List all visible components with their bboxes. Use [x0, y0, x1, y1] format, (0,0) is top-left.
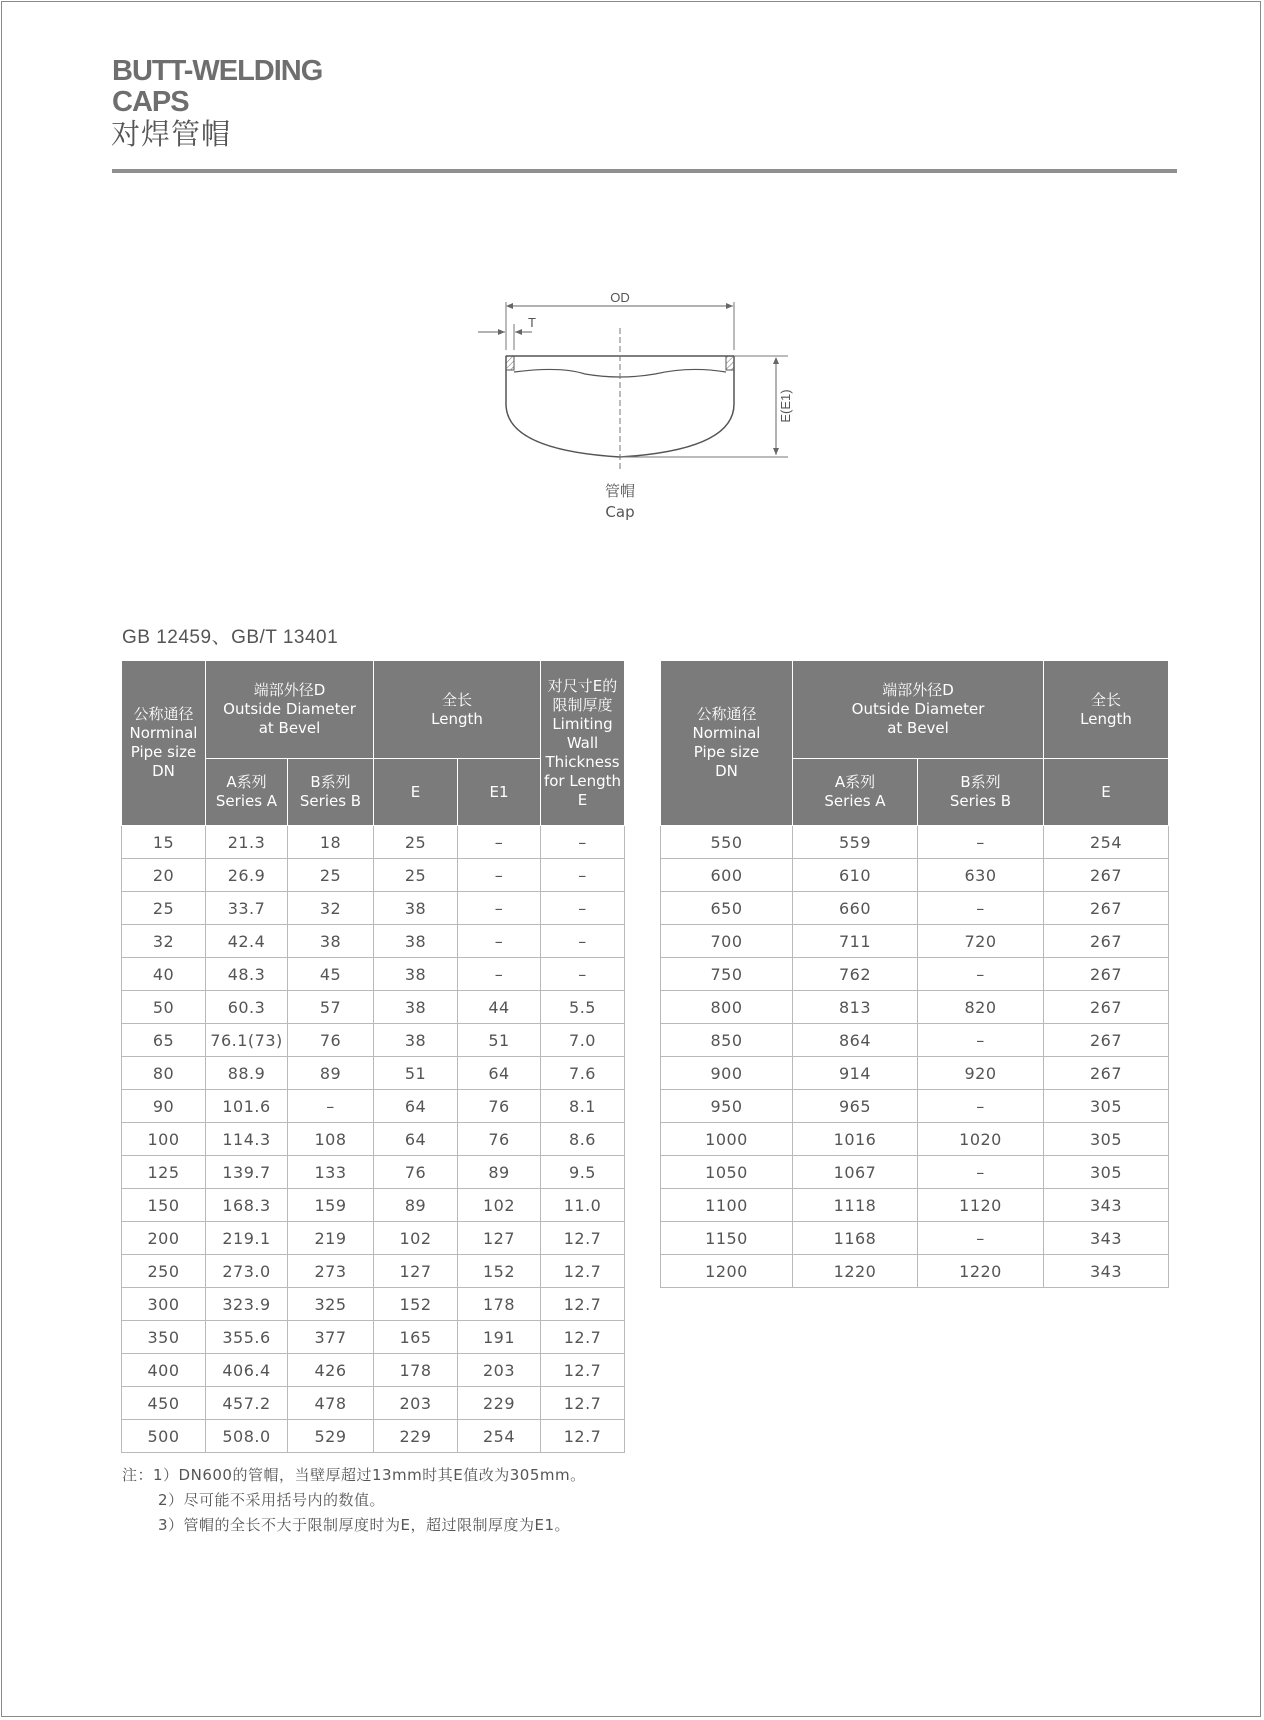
table-cell: 630: [918, 859, 1044, 892]
dimensions-table-small: [121, 660, 625, 1453]
table-cell: 50: [122, 991, 206, 1024]
dimensions-table-large: [660, 660, 1169, 1288]
table-cell: 529: [288, 1420, 374, 1453]
table-cell: 850: [661, 1024, 793, 1057]
cap-label-zh: 管帽: [604, 482, 636, 500]
table-cell: 1120: [918, 1189, 1044, 1222]
table-cell: 76: [458, 1123, 541, 1156]
table-cell: 1200: [661, 1255, 793, 1288]
table-cell: 377: [288, 1321, 374, 1354]
table-cell: 64: [458, 1057, 541, 1090]
title-divider: [112, 169, 1177, 173]
table-row: [661, 925, 1169, 958]
table-cell: 1016: [793, 1123, 918, 1156]
table-cell: 323.9: [206, 1288, 288, 1321]
table-cell: 203: [374, 1387, 458, 1420]
table-row: [661, 1189, 1169, 1222]
table-cell: –: [541, 958, 625, 991]
table-cell: 102: [374, 1222, 458, 1255]
table-row: [122, 1288, 625, 1321]
table-cell: –: [288, 1090, 374, 1123]
table-row: [661, 1090, 1169, 1123]
table-cell: 254: [458, 1420, 541, 1453]
table-cell: 133: [288, 1156, 374, 1189]
table-cell: 33.7: [206, 892, 288, 925]
table-cell: 12.7: [541, 1255, 625, 1288]
table-cell: 200: [122, 1222, 206, 1255]
table-cell: 650: [661, 892, 793, 925]
header-nominal-size: 公称通径 Norminal Pipe size DN: [661, 661, 793, 826]
table-cell: 101.6: [206, 1090, 288, 1123]
table-cell: –: [458, 859, 541, 892]
table-row: [661, 826, 1169, 859]
table-cell: 300: [122, 1288, 206, 1321]
table-cell: 76: [374, 1156, 458, 1189]
table-cell: 25: [122, 892, 206, 925]
table-row: [122, 991, 625, 1024]
table-cell: 800: [661, 991, 793, 1024]
title-line-1: BUTT-WELDING: [112, 55, 323, 87]
table-cell: –: [918, 892, 1044, 925]
table-cell: –: [458, 892, 541, 925]
table-row: [122, 1090, 625, 1123]
table-row: [122, 1387, 625, 1420]
table-cell: 7.0: [541, 1024, 625, 1057]
table-cell: –: [918, 1024, 1044, 1057]
table-cell: 89: [458, 1156, 541, 1189]
note-1: 注：1）DN600的管帽，当壁厚超过13mm时其E值改为305mm。: [122, 1466, 586, 1484]
od-label: OD: [610, 290, 630, 305]
table-cell: 26.9: [206, 859, 288, 892]
table-cell: 25: [374, 826, 458, 859]
cap-drawing: [470, 280, 810, 540]
table-cell: 660: [793, 892, 918, 925]
table-cell: 267: [1044, 991, 1169, 1024]
table-cell: 508.0: [206, 1420, 288, 1453]
table-cell: 76.1(73): [206, 1024, 288, 1057]
table-cell: –: [541, 892, 625, 925]
table-cell: 1168: [793, 1222, 918, 1255]
table-cell: 51: [374, 1057, 458, 1090]
table-row: [122, 925, 625, 958]
table-row: [661, 1024, 1169, 1057]
table-cell: 478: [288, 1387, 374, 1420]
table-cell: 457.2: [206, 1387, 288, 1420]
header-e: E: [374, 759, 458, 826]
header-length: 全长 Length: [374, 661, 541, 759]
table-cell: –: [918, 958, 1044, 991]
table-cell: 355.6: [206, 1321, 288, 1354]
table-cell: 813: [793, 991, 918, 1024]
table-cell: 1100: [661, 1189, 793, 1222]
table-cell: 152: [374, 1288, 458, 1321]
table-cell: 229: [458, 1387, 541, 1420]
table-cell: 1118: [793, 1189, 918, 1222]
table-cell: 38: [374, 1024, 458, 1057]
table-cell: 48.3: [206, 958, 288, 991]
table-cell: 12.7: [541, 1288, 625, 1321]
header-series-a: A系列 Series A: [793, 759, 918, 826]
table-row: [661, 859, 1169, 892]
table-cell: 51: [458, 1024, 541, 1057]
table-row: [661, 1222, 1169, 1255]
table-cell: 65: [122, 1024, 206, 1057]
table-cell: 1067: [793, 1156, 918, 1189]
table-cell: 25: [288, 859, 374, 892]
table-cell: 7.6: [541, 1057, 625, 1090]
table-cell: 125: [122, 1156, 206, 1189]
table-row: [122, 1156, 625, 1189]
table-cell: 1220: [793, 1255, 918, 1288]
table-cell: 38: [374, 892, 458, 925]
table-row: [122, 1123, 625, 1156]
table-cell: 1000: [661, 1123, 793, 1156]
table-row: [122, 1420, 625, 1453]
table-cell: 64: [374, 1090, 458, 1123]
table-cell: 273: [288, 1255, 374, 1288]
header-length: 全长 Length: [1044, 661, 1169, 759]
table-row: [122, 1024, 625, 1057]
table-cell: 21.3: [206, 826, 288, 859]
table-cell: 600: [661, 859, 793, 892]
e-label: E(E1): [778, 389, 793, 423]
table-cell: 191: [458, 1321, 541, 1354]
table-cell: 76: [458, 1090, 541, 1123]
header-limiting-thickness: 对尺寸E的 限制厚度 Limiting Wall Thickness for Length E: [541, 661, 625, 826]
table-cell: 168.3: [206, 1189, 288, 1222]
table-cell: 114.3: [206, 1123, 288, 1156]
table-cell: 267: [1044, 1024, 1169, 1057]
table-cell: 267: [1044, 892, 1169, 925]
table-cell: 40: [122, 958, 206, 991]
footnotes: [122, 1463, 586, 1538]
table-row: [661, 1255, 1169, 1288]
table-cell: 305: [1044, 1090, 1169, 1123]
table-cell: 45: [288, 958, 374, 991]
table-cell: 219: [288, 1222, 374, 1255]
table-cell: 550: [661, 826, 793, 859]
table-row: [661, 1123, 1169, 1156]
header-outside-diameter: 端部外径D Outside Diameter at Bevel: [793, 661, 1044, 759]
table-row: [122, 1057, 625, 1090]
table-row: [661, 892, 1169, 925]
table-cell: –: [918, 1222, 1044, 1255]
note-3: 3）管帽的全长不大于限制厚度时为E，超过限制厚度为E1。: [158, 1516, 571, 1534]
table-cell: 90: [122, 1090, 206, 1123]
table-cell: –: [918, 1156, 1044, 1189]
table-row: [122, 1255, 625, 1288]
table-cell: 89: [288, 1057, 374, 1090]
header-outside-diameter: 端部外径D Outside Diameter at Bevel: [206, 661, 374, 759]
table-cell: 12.7: [541, 1354, 625, 1387]
table-cell: –: [918, 826, 1044, 859]
table-cell: 750: [661, 958, 793, 991]
table-cell: 80: [122, 1057, 206, 1090]
table-cell: 343: [1044, 1222, 1169, 1255]
table-cell: –: [541, 859, 625, 892]
page-title: [112, 56, 322, 118]
table-cell: 165: [374, 1321, 458, 1354]
header-e: E: [1044, 759, 1169, 826]
table-cell: 11.0: [541, 1189, 625, 1222]
table-cell: 108: [288, 1123, 374, 1156]
table-cell: 150: [122, 1189, 206, 1222]
table-cell: 406.4: [206, 1354, 288, 1387]
table-cell: 60.3: [206, 991, 288, 1024]
table-row: [122, 892, 625, 925]
table-cell: 267: [1044, 1057, 1169, 1090]
table-cell: 38: [374, 991, 458, 1024]
table-cell: 450: [122, 1387, 206, 1420]
table-cell: 267: [1044, 958, 1169, 991]
table-cell: 89: [374, 1189, 458, 1222]
table-row: [661, 1057, 1169, 1090]
table-cell: 950: [661, 1090, 793, 1123]
table-cell: 1020: [918, 1123, 1044, 1156]
table-body-large: [661, 826, 1169, 1288]
note-2: 2）尽可能不采用括号内的数值。: [158, 1491, 386, 1509]
table-row: [661, 958, 1169, 991]
table-row: [122, 1222, 625, 1255]
table-row: [661, 991, 1169, 1024]
table-row: [122, 1354, 625, 1387]
table-cell: 720: [918, 925, 1044, 958]
table-cell: 762: [793, 958, 918, 991]
table-cell: 250: [122, 1255, 206, 1288]
table-row: [122, 826, 625, 859]
table-cell: 8.6: [541, 1123, 625, 1156]
header-series-b: B系列 Series B: [918, 759, 1044, 826]
table-cell: –: [458, 826, 541, 859]
table-cell: 559: [793, 826, 918, 859]
table-cell: 920: [918, 1057, 1044, 1090]
cap-label-en: Cap: [605, 503, 635, 521]
table-cell: 44: [458, 991, 541, 1024]
table-body-small: [122, 826, 625, 1453]
table-cell: 343: [1044, 1255, 1169, 1288]
table-cell: 152: [458, 1255, 541, 1288]
table-cell: 12.7: [541, 1222, 625, 1255]
standard-reference: GB 12459、GB/T 13401: [122, 627, 339, 648]
table-cell: 5.5: [541, 991, 625, 1024]
table-cell: 139.7: [206, 1156, 288, 1189]
table-cell: –: [541, 925, 625, 958]
table-cell: 219.1: [206, 1222, 288, 1255]
table-cell: 38: [374, 925, 458, 958]
table-cell: –: [541, 826, 625, 859]
table-cell: 12.7: [541, 1321, 625, 1354]
table-cell: 900: [661, 1057, 793, 1090]
t-label: T: [528, 315, 536, 330]
table-cell: 127: [374, 1255, 458, 1288]
table-cell: 178: [458, 1288, 541, 1321]
table-cell: 343: [1044, 1189, 1169, 1222]
title-line-2: CAPS: [112, 86, 189, 118]
bevel-hatch-left: [506, 356, 514, 370]
table-cell: 914: [793, 1057, 918, 1090]
table-cell: 8.1: [541, 1090, 625, 1123]
table-cell: 88.9: [206, 1057, 288, 1090]
table-cell: 12.7: [541, 1387, 625, 1420]
table-cell: 18: [288, 826, 374, 859]
table-cell: 32: [122, 925, 206, 958]
table-cell: 76: [288, 1024, 374, 1057]
table-cell: 965: [793, 1090, 918, 1123]
table-cell: 267: [1044, 925, 1169, 958]
table-cell: –: [458, 925, 541, 958]
table-cell: –: [458, 958, 541, 991]
header-series-b: B系列 Series B: [288, 759, 374, 826]
table-cell: 42.4: [206, 925, 288, 958]
table-cell: 159: [288, 1189, 374, 1222]
table-cell: 178: [374, 1354, 458, 1387]
table-cell: 305: [1044, 1123, 1169, 1156]
table-cell: 64: [374, 1123, 458, 1156]
table-cell: 864: [793, 1024, 918, 1057]
table-cell: 229: [374, 1420, 458, 1453]
table-cell: 1220: [918, 1255, 1044, 1288]
header-nominal-size: 公称通径 Norminal Pipe size DN: [122, 661, 206, 826]
table-cell: 305: [1044, 1156, 1169, 1189]
table-cell: 820: [918, 991, 1044, 1024]
header-series-a: A系列 Series A: [206, 759, 288, 826]
table-cell: 57: [288, 991, 374, 1024]
table-cell: 273.0: [206, 1255, 288, 1288]
page-title-chinese: 对焊管帽: [111, 117, 232, 151]
table-cell: 15: [122, 826, 206, 859]
table-cell: 9.5: [541, 1156, 625, 1189]
header-e1: E1: [458, 759, 541, 826]
table-cell: 38: [288, 925, 374, 958]
bevel-hatch-right: [726, 356, 734, 370]
table-cell: 100: [122, 1123, 206, 1156]
table-row: [122, 1189, 625, 1222]
table-row: [661, 1156, 1169, 1189]
table-cell: 1150: [661, 1222, 793, 1255]
table-cell: 325: [288, 1288, 374, 1321]
table-cell: 1050: [661, 1156, 793, 1189]
table-cell: 38: [374, 958, 458, 991]
table-cell: 267: [1044, 859, 1169, 892]
table-cell: 711: [793, 925, 918, 958]
table-cell: 400: [122, 1354, 206, 1387]
table-cell: 203: [458, 1354, 541, 1387]
table-cell: 102: [458, 1189, 541, 1222]
table-row: [122, 859, 625, 892]
table-cell: 426: [288, 1354, 374, 1387]
table-cell: 254: [1044, 826, 1169, 859]
table-cell: 25: [374, 859, 458, 892]
table-row: [122, 958, 625, 991]
table-cell: 700: [661, 925, 793, 958]
table-cell: 127: [458, 1222, 541, 1255]
table-cell: 32: [288, 892, 374, 925]
table-cell: 610: [793, 859, 918, 892]
table-cell: 12.7: [541, 1420, 625, 1453]
table-cell: 500: [122, 1420, 206, 1453]
table-cell: 20: [122, 859, 206, 892]
table-row: [122, 1321, 625, 1354]
table-cell: –: [918, 1090, 1044, 1123]
table-cell: 350: [122, 1321, 206, 1354]
